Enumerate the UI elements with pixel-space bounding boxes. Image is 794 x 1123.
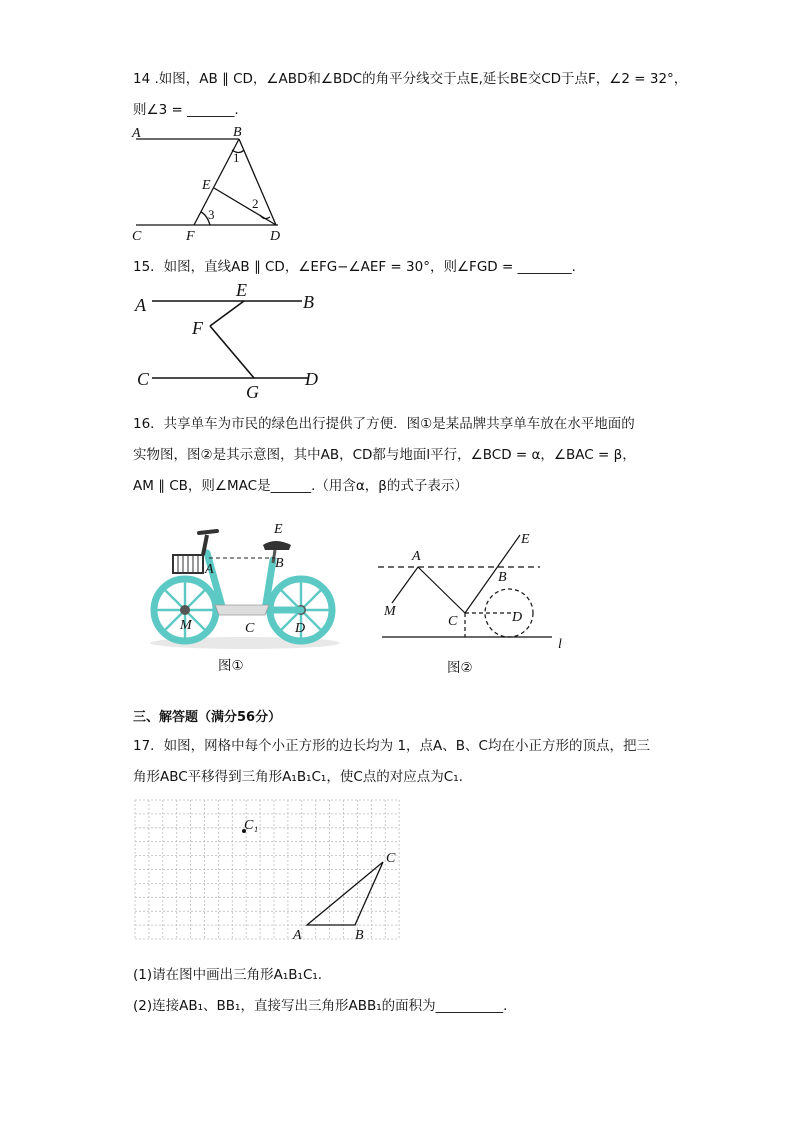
q17-label-a: A bbox=[293, 928, 302, 943]
q16-fig1-bicycle bbox=[145, 515, 350, 680]
segment-bd bbox=[239, 139, 276, 225]
q17-label-c: C bbox=[386, 851, 396, 866]
angle-2-arc bbox=[260, 215, 270, 219]
fig1-label-c: C bbox=[245, 621, 255, 636]
fig1-label-m: M bbox=[180, 618, 192, 633]
segment-fg bbox=[210, 326, 254, 378]
fig2-label-d: D bbox=[512, 610, 523, 625]
q16-fig2-schematic bbox=[370, 525, 575, 655]
q14-label-f: F bbox=[186, 229, 195, 244]
segment-ef bbox=[210, 301, 244, 326]
fig2-label-c: C bbox=[448, 614, 458, 629]
segment-ed bbox=[214, 188, 276, 225]
q16-text-line3: AM ∥ CB，则∠MAC是______.（用含α，β的式子表示） bbox=[133, 478, 468, 494]
fig1-label-d: D bbox=[295, 621, 306, 636]
fig2-label-e: E bbox=[521, 532, 530, 547]
segment-ma bbox=[392, 567, 418, 603]
q14-label-e: E bbox=[202, 178, 211, 193]
q14-angle-1: 1 bbox=[233, 150, 240, 165]
fig2-label-m: M bbox=[384, 604, 396, 619]
q14-figure bbox=[128, 122, 298, 247]
q15-figure bbox=[130, 280, 330, 402]
q16-text-line2: 实物图，图②是其示意图，其中AB，CD都与地面l平行，∠BCD = α，∠BAC = β， bbox=[133, 447, 636, 463]
q14-text-line1: 14 .如图，AB ∥ CD，∠ABD和∠BDC的角平分线交于点E,延长BE交CD于点F，∠2 = 32°， bbox=[133, 71, 688, 87]
fig2-label-b: B bbox=[498, 570, 507, 585]
q14-label-a: A bbox=[132, 126, 141, 141]
q15-label-c: C bbox=[137, 369, 150, 389]
q15-text-line1: 15．如图，直线AB ∥ CD，∠EFG−∠AEF = 30°，则∠FGD = ________. bbox=[133, 259, 576, 275]
q14-text-line2: 则∠3 = _______. bbox=[133, 102, 239, 118]
q15-label-f: F bbox=[192, 318, 203, 338]
fig1-caption: 图① bbox=[218, 658, 244, 674]
q15-label-e: E bbox=[236, 280, 247, 300]
q17-grid-figure bbox=[134, 799, 402, 944]
q14-angle-3: 3 bbox=[208, 207, 215, 222]
q17-label-b: B bbox=[355, 928, 364, 943]
grid-lines bbox=[135, 800, 399, 939]
fig2-caption: 图② bbox=[447, 660, 473, 676]
q14-label-b: B bbox=[233, 125, 242, 140]
fig1-label-b: B bbox=[275, 556, 284, 571]
q17-text-line2: 角形ABC平移得到三角形A₁B₁C₁，使C点的对应点为C₁. bbox=[133, 769, 463, 785]
q17-part2: (2)连接AB₁、BB₁，直接写出三角形ABB₁的面积为__________. bbox=[133, 998, 508, 1014]
q15-label-g: G bbox=[246, 382, 259, 402]
q17-part1: (1)请在图中画出三角形A₁B₁C₁. bbox=[133, 967, 323, 983]
q15-label-b: B bbox=[303, 292, 314, 312]
section-3-title: 三、解答题（满分56分） bbox=[133, 710, 282, 725]
fig1-label-a: A bbox=[205, 562, 214, 577]
fig2-label-l: l bbox=[558, 637, 562, 652]
segment-ac bbox=[418, 567, 465, 613]
fig1-label-e: E bbox=[274, 522, 283, 537]
q14-label-c: C bbox=[132, 229, 142, 244]
q15-label-a: A bbox=[135, 295, 146, 315]
q15-label-d: D bbox=[305, 369, 318, 389]
q17-label-c1: C₁ bbox=[244, 818, 259, 833]
q16-text-line1: 16．共享单车为市民的绿色出行提供了方便．图①是某品牌共享单车放在水平地面的 bbox=[133, 416, 635, 432]
fig2-label-a: A bbox=[412, 549, 421, 564]
q17-text-line1: 17．如图，网格中每个小正方形的边长均为 1，点A、B、C均在小正方形的顶点，把三 bbox=[133, 738, 650, 754]
segment-ce bbox=[465, 535, 520, 613]
q14-angle-2: 2 bbox=[252, 196, 259, 211]
q14-label-d: D bbox=[270, 229, 281, 244]
